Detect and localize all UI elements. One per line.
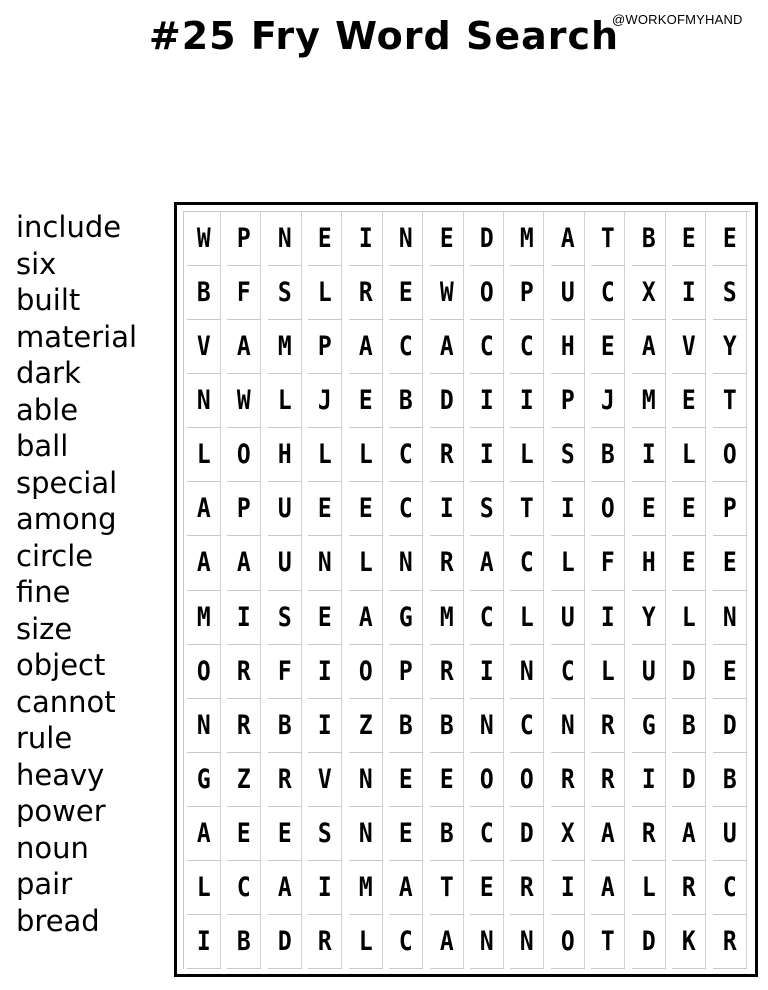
grid-cell[interactable]: R [227, 645, 261, 699]
grid-cell[interactable]: F [591, 536, 625, 590]
grid-cell[interactable]: W [430, 266, 464, 320]
grid-cell[interactable]: I [632, 428, 666, 482]
grid-cell[interactable]: X [632, 266, 666, 320]
word-list-item-built: built [16, 283, 81, 317]
grid-cell[interactable]: R [308, 915, 342, 969]
word-list-item-material: material [16, 319, 138, 354]
grid-cell[interactable]: B [632, 212, 666, 266]
grid-cell[interactable]: D [430, 374, 464, 428]
grid-cell[interactable]: L [308, 428, 342, 482]
grid-cell[interactable]: E [672, 212, 706, 266]
grid-cell[interactable]: I [308, 699, 342, 753]
grid-cell[interactable]: S [713, 266, 747, 320]
grid-cell[interactable]: F [227, 266, 261, 320]
grid-cell[interactable]: P [713, 482, 747, 536]
grid-cell[interactable]: A [591, 861, 625, 915]
grid-cell[interactable]: C [389, 482, 423, 536]
grid-cell[interactable]: L [268, 374, 302, 428]
grid-cell[interactable]: W [187, 212, 221, 266]
grid-cell[interactable]: U [268, 536, 302, 590]
grid-cell[interactable]: B [430, 807, 464, 861]
grid-cell[interactable]: N [510, 915, 544, 969]
grid-cell[interactable]: X [551, 807, 585, 861]
grid-cell[interactable]: M [510, 212, 544, 266]
grid-cell[interactable]: V [308, 753, 342, 807]
grid-cell[interactable]: E [672, 536, 706, 590]
grid-cell[interactable]: T [591, 915, 625, 969]
grid-cell[interactable]: B [591, 428, 625, 482]
grid-cell[interactable]: I [551, 861, 585, 915]
grid-cell[interactable]: T [713, 374, 747, 428]
grid-cell[interactable]: O [591, 482, 625, 536]
grid-cell[interactable]: I [227, 591, 261, 645]
grid-cell[interactable]: R [591, 699, 625, 753]
grid-cell[interactable]: N [713, 591, 747, 645]
grid-cell[interactable]: U [268, 482, 302, 536]
grid-cell[interactable]: A [227, 320, 261, 374]
grid-cell[interactable]: U [551, 591, 585, 645]
grid-cell[interactable]: O [470, 753, 504, 807]
grid-cell[interactable]: A [470, 536, 504, 590]
grid-cell[interactable]: P [227, 482, 261, 536]
grid-cell[interactable]: N [308, 536, 342, 590]
grid-cell[interactable]: L [672, 428, 706, 482]
grid-cell[interactable]: N [349, 807, 383, 861]
grid-cell[interactable]: A [349, 320, 383, 374]
grid-cell[interactable]: L [591, 645, 625, 699]
grid-cell[interactable]: E [389, 753, 423, 807]
word-list-item-circle: circle [16, 538, 94, 573]
grid-cell[interactable]: E [430, 212, 464, 266]
grid-cell[interactable]: U [551, 266, 585, 320]
grid-cell[interactable]: G [187, 753, 221, 807]
grid-cell[interactable]: C [389, 428, 423, 482]
grid-cell[interactable]: T [510, 482, 544, 536]
word-list-item-power: power [16, 794, 106, 828]
grid-cell[interactable]: N [470, 699, 504, 753]
grid-cell[interactable]: L [672, 591, 706, 645]
word-list-item-fine: fine [16, 575, 71, 609]
grid-cell[interactable]: I [308, 645, 342, 699]
grid-cell[interactable]: R [430, 645, 464, 699]
grid-cell[interactable]: E [591, 320, 625, 374]
grid-cell[interactable]: I [591, 591, 625, 645]
grid-cell[interactable]: Y [632, 591, 666, 645]
word-list [16, 209, 137, 939]
grid-cell[interactable]: G [389, 591, 423, 645]
grid-cell[interactable]: N [268, 212, 302, 266]
grid-cell[interactable]: R [227, 699, 261, 753]
grid-cell[interactable]: I [510, 374, 544, 428]
grid-cell[interactable]: D [672, 753, 706, 807]
grid-cell[interactable]: B [227, 915, 261, 969]
grid-cell[interactable]: R [349, 266, 383, 320]
grid-cell[interactable]: B [672, 699, 706, 753]
grid-cell[interactable]: M [632, 374, 666, 428]
author-credit: @WORKOFMYHAND [612, 12, 743, 27]
grid-cell[interactable]: B [268, 699, 302, 753]
grid-cell[interactable]: L [349, 428, 383, 482]
grid-cell[interactable]: S [308, 807, 342, 861]
grid-cell[interactable]: O [470, 266, 504, 320]
grid-cell[interactable]: S [268, 266, 302, 320]
grid-cell[interactable]: I [470, 645, 504, 699]
word-list-item-size: size [16, 611, 73, 646]
grid-cell[interactable]: O [713, 428, 747, 482]
grid-cell[interactable]: L [187, 861, 221, 915]
grid-cell[interactable]: R [713, 915, 747, 969]
grid-cell[interactable]: O [227, 428, 261, 482]
grid-cell[interactable]: E [672, 482, 706, 536]
page-title: #25 Fry Word Search [148, 14, 620, 58]
grid-cell[interactable]: E [632, 482, 666, 536]
grid-cell[interactable]: A [349, 591, 383, 645]
grid-cell[interactable]: E [389, 807, 423, 861]
grid-cell[interactable]: I [349, 212, 383, 266]
grid-cell[interactable]: D [268, 915, 302, 969]
grid-cell[interactable]: L [632, 861, 666, 915]
grid-cell[interactable]: D [510, 807, 544, 861]
grid-cell[interactable]: Z [349, 699, 383, 753]
word-list-item-heavy: heavy [16, 757, 105, 792]
grid-cell[interactable]: P [551, 374, 585, 428]
grid-cell[interactable]: I [430, 482, 464, 536]
grid-cell[interactable]: B [389, 374, 423, 428]
grid-cell[interactable]: I [551, 482, 585, 536]
grid-cell[interactable]: J [308, 374, 342, 428]
grid-cell[interactable]: E [349, 482, 383, 536]
grid-cell[interactable]: L [349, 536, 383, 590]
grid-cell[interactable]: C [510, 536, 544, 590]
grid-cell[interactable]: O [187, 645, 221, 699]
grid-cell[interactable]: B [389, 699, 423, 753]
grid-cell[interactable]: Y [713, 320, 747, 374]
grid-cell[interactable]: C [510, 320, 544, 374]
grid-cell[interactable]: C [713, 861, 747, 915]
grid-cell[interactable]: A [551, 212, 585, 266]
grid-cell[interactable]: N [349, 753, 383, 807]
grid-cell[interactable]: C [470, 320, 504, 374]
grid-cell[interactable]: L [510, 428, 544, 482]
puzzle-frame [174, 202, 758, 977]
grid-cell[interactable]: C [470, 591, 504, 645]
grid-cell[interactable]: M [349, 861, 383, 915]
grid-cell[interactable]: M [268, 320, 302, 374]
word-list-item-object: object [16, 648, 106, 682]
grid-cell[interactable]: V [672, 320, 706, 374]
grid-cell[interactable]: R [510, 861, 544, 915]
grid-cell[interactable]: S [268, 591, 302, 645]
grid-cell[interactable]: B [187, 266, 221, 320]
word-list-item-special: special [16, 465, 118, 500]
grid-cell[interactable]: E [713, 645, 747, 699]
grid-cell[interactable]: R [268, 753, 302, 807]
grid-cell[interactable]: P [510, 266, 544, 320]
grid-cell[interactable]: I [308, 861, 342, 915]
grid-cell[interactable]: N [187, 699, 221, 753]
grid-cell[interactable]: C [591, 266, 625, 320]
grid-cell[interactable]: E [713, 536, 747, 590]
grid-cell[interactable]: I [470, 374, 504, 428]
grid-cell[interactable]: M [430, 591, 464, 645]
grid-cell[interactable]: H [268, 428, 302, 482]
grid-cell[interactable]: A [632, 320, 666, 374]
grid-cell[interactable]: L [308, 266, 342, 320]
grid-cell[interactable]: A [187, 536, 221, 590]
word-list-item-pair: pair [16, 867, 73, 901]
grid-cell[interactable]: W [227, 374, 261, 428]
word-list-item-bread: bread [16, 903, 100, 938]
word-list-item-ball: ball [16, 429, 69, 463]
grid-cell[interactable]: I [470, 428, 504, 482]
grid-cell[interactable]: C [510, 699, 544, 753]
grid-cell[interactable]: C [389, 320, 423, 374]
grid-cell[interactable]: V [187, 320, 221, 374]
grid-cell[interactable]: L [349, 915, 383, 969]
grid-cell[interactable]: H [551, 320, 585, 374]
grid-cell[interactable]: A [672, 807, 706, 861]
grid-cell[interactable]: E [470, 861, 504, 915]
word-list-item-dark: dark [16, 356, 81, 390]
grid-cell[interactable]: I [672, 266, 706, 320]
grid-cell[interactable]: C [389, 915, 423, 969]
grid-cell[interactable]: N [389, 536, 423, 590]
grid-cell[interactable]: R [591, 753, 625, 807]
word-list-item-cannot: cannot [16, 684, 116, 719]
grid-cell[interactable]: N [389, 212, 423, 266]
grid-cell[interactable]: I [632, 753, 666, 807]
grid-cell[interactable]: E [672, 374, 706, 428]
grid-cell[interactable]: Z [227, 753, 261, 807]
grid-cell[interactable]: D [632, 915, 666, 969]
grid-cell[interactable]: R [632, 807, 666, 861]
grid-cell[interactable]: L [187, 428, 221, 482]
grid-cell[interactable]: A [187, 807, 221, 861]
grid-cell[interactable]: O [349, 645, 383, 699]
grid-cell[interactable]: A [430, 915, 464, 969]
grid-cell[interactable]: U [632, 645, 666, 699]
word-list-item-among: among [16, 502, 117, 536]
grid-cell[interactable]: A [591, 807, 625, 861]
grid-cell[interactable]: E [349, 374, 383, 428]
grid-cell[interactable]: E [430, 753, 464, 807]
grid-cell[interactable]: E [227, 807, 261, 861]
grid-cell[interactable]: D [470, 212, 504, 266]
grid-cell[interactable]: N [187, 374, 221, 428]
grid-cell[interactable]: U [713, 807, 747, 861]
grid-cell[interactable]: A [268, 861, 302, 915]
grid-cell[interactable]: J [591, 374, 625, 428]
grid-cell[interactable]: E [268, 807, 302, 861]
grid-cell[interactable]: R [551, 753, 585, 807]
word-list-item-include: include [16, 210, 122, 244]
grid-cell[interactable]: E [308, 212, 342, 266]
grid-cell[interactable]: L [510, 591, 544, 645]
grid-cell[interactable]: S [551, 428, 585, 482]
grid-cell[interactable]: T [430, 861, 464, 915]
grid-cell[interactable]: P [308, 320, 342, 374]
grid-cell[interactable]: O [551, 915, 585, 969]
grid-cell[interactable]: E [308, 482, 342, 536]
grid-cell[interactable]: B [430, 699, 464, 753]
grid-cell[interactable]: C [227, 861, 261, 915]
grid-cell[interactable]: M [187, 591, 221, 645]
grid-cell[interactable]: P [389, 645, 423, 699]
grid-cell[interactable]: L [551, 536, 585, 590]
grid-cell[interactable]: A [187, 482, 221, 536]
grid-cell[interactable]: P [227, 212, 261, 266]
grid-cell[interactable]: D [713, 699, 747, 753]
grid-cell[interactable]: B [713, 753, 747, 807]
grid-cell[interactable]: N [470, 915, 504, 969]
grid-cell[interactable]: E [389, 266, 423, 320]
grid-cell[interactable]: A [227, 536, 261, 590]
grid-cell[interactable]: K [672, 915, 706, 969]
grid-cell[interactable]: C [470, 807, 504, 861]
grid-cell[interactable]: I [187, 915, 221, 969]
letter-grid [183, 211, 750, 969]
grid-cell[interactable]: E [713, 212, 747, 266]
grid-cell[interactable]: D [672, 645, 706, 699]
grid-cell[interactable]: E [308, 591, 342, 645]
grid-cell[interactable]: A [389, 861, 423, 915]
grid-cell[interactable]: N [510, 645, 544, 699]
grid-cell[interactable]: R [430, 428, 464, 482]
grid-cell[interactable]: O [510, 753, 544, 807]
grid-cell[interactable]: T [591, 212, 625, 266]
grid-cell[interactable]: C [551, 645, 585, 699]
word-list-item-six: six [16, 246, 57, 281]
grid-cell[interactable]: R [672, 861, 706, 915]
word-list-item-able: able [16, 392, 79, 427]
grid-cell[interactable]: R [430, 536, 464, 590]
grid-cell[interactable]: G [632, 699, 666, 753]
grid-cell[interactable]: H [632, 536, 666, 590]
grid-cell[interactable]: F [268, 645, 302, 699]
grid-cell[interactable]: A [430, 320, 464, 374]
word-list-item-rule: rule [16, 721, 73, 755]
grid-cell[interactable]: S [470, 482, 504, 536]
word-list-item-noun: noun [16, 830, 89, 865]
grid-cell[interactable]: N [551, 699, 585, 753]
